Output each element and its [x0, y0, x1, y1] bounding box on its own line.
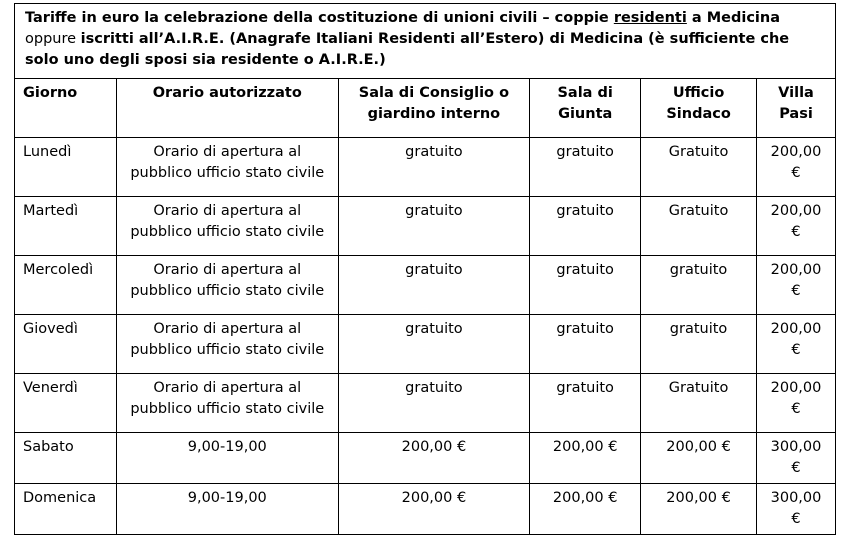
cell-villa-pasi: 200,00 € [757, 138, 836, 197]
cell-ufficio-sindaco: Gratuito [641, 374, 757, 433]
cell-ufficio-sindaco: 200,00 € [641, 433, 757, 484]
header-giorno: Giorno [15, 79, 117, 138]
cell-giorno: Giovedì [15, 315, 117, 374]
cell-giorno: Lunedì [15, 138, 117, 197]
cell-ufficio-sindaco: 200,00 € [641, 484, 757, 535]
cell-giorno: Martedì [15, 197, 117, 256]
header-villa-pasi: Villa Pasi [757, 79, 836, 138]
cell-sala-consiglio: gratuito [338, 256, 530, 315]
header-row [15, 79, 836, 138]
cell-sala-consiglio: 200,00 € [338, 433, 530, 484]
cell-villa-pasi: 300,00 € [757, 433, 836, 484]
cell-sala-consiglio: gratuito [338, 374, 530, 433]
cell-sala-giunta: gratuito [530, 374, 641, 433]
cell-orario: Orario di apertura al pubblico ufficio stato civile [116, 256, 338, 315]
title-line2-bold: iscritti all’A.I.R.E. (Anagrafe Italiani Residenti all’Estero) di Medicina (è sufficiente che solo uno degli sposi sia residente o A.I.R.E.) [25, 31, 790, 68]
cell-sala-giunta: 200,00 € [530, 433, 641, 484]
cell-ufficio-sindaco: gratuito [641, 315, 757, 374]
title-part1: Tariffe in euro la celebrazione della costituzione di unioni civili – coppie [25, 10, 614, 26]
cell-sala-giunta: gratuito [530, 138, 641, 197]
table-row [15, 197, 836, 256]
cell-sala-consiglio: gratuito [338, 138, 530, 197]
cell-villa-pasi: 200,00 € [757, 256, 836, 315]
tariffe-table [14, 3, 836, 535]
cell-orario: Orario di apertura al pubblico ufficio stato civile [116, 315, 338, 374]
table-row [15, 315, 836, 374]
title-line2-plain: oppure [25, 31, 81, 47]
table-row [15, 256, 836, 315]
cell-giorno: Venerdì [15, 374, 117, 433]
cell-sala-giunta: gratuito [530, 256, 641, 315]
cell-giorno: Domenica [15, 484, 117, 535]
header-sala-consiglio: Sala di Consiglio o giardino interno [338, 79, 530, 138]
cell-orario: Orario di apertura al pubblico ufficio stato civile [116, 374, 338, 433]
title-underlined: residenti [613, 10, 687, 26]
cell-villa-pasi: 200,00 € [757, 315, 836, 374]
cell-orario: 9,00-19,00 [116, 433, 338, 484]
table-row [15, 138, 836, 197]
title-part2: a Medicina [686, 10, 781, 26]
table-row [15, 433, 836, 484]
cell-sala-giunta: gratuito [530, 197, 641, 256]
cell-orario: 9,00-19,00 [116, 484, 338, 535]
cell-villa-pasi: 200,00 € [757, 197, 836, 256]
cell-sala-giunta: gratuito [530, 315, 641, 374]
header-sala-giunta: Sala di Giunta [530, 79, 641, 138]
table-row [15, 374, 836, 433]
cell-sala-consiglio: gratuito [338, 315, 530, 374]
cell-giorno: Sabato [15, 433, 117, 484]
cell-sala-consiglio: 200,00 € [338, 484, 530, 535]
cell-giorno: Mercoledì [15, 256, 117, 315]
table-row [15, 484, 836, 535]
cell-orario: Orario di apertura al pubblico ufficio stato civile [116, 138, 338, 197]
cell-sala-consiglio: gratuito [338, 197, 530, 256]
cell-orario: Orario di apertura al pubblico ufficio stato civile [116, 197, 338, 256]
cell-sala-giunta: 200,00 € [530, 484, 641, 535]
header-ufficio-sindaco: Ufficio Sindaco [641, 79, 757, 138]
header-orario: Orario autorizzato [116, 79, 338, 138]
cell-villa-pasi: 200,00 € [757, 374, 836, 433]
cell-villa-pasi: 300,00 € [757, 484, 836, 535]
table-title [15, 4, 836, 79]
cell-ufficio-sindaco: Gratuito [641, 138, 757, 197]
cell-ufficio-sindaco: gratuito [641, 256, 757, 315]
cell-ufficio-sindaco: Gratuito [641, 197, 757, 256]
